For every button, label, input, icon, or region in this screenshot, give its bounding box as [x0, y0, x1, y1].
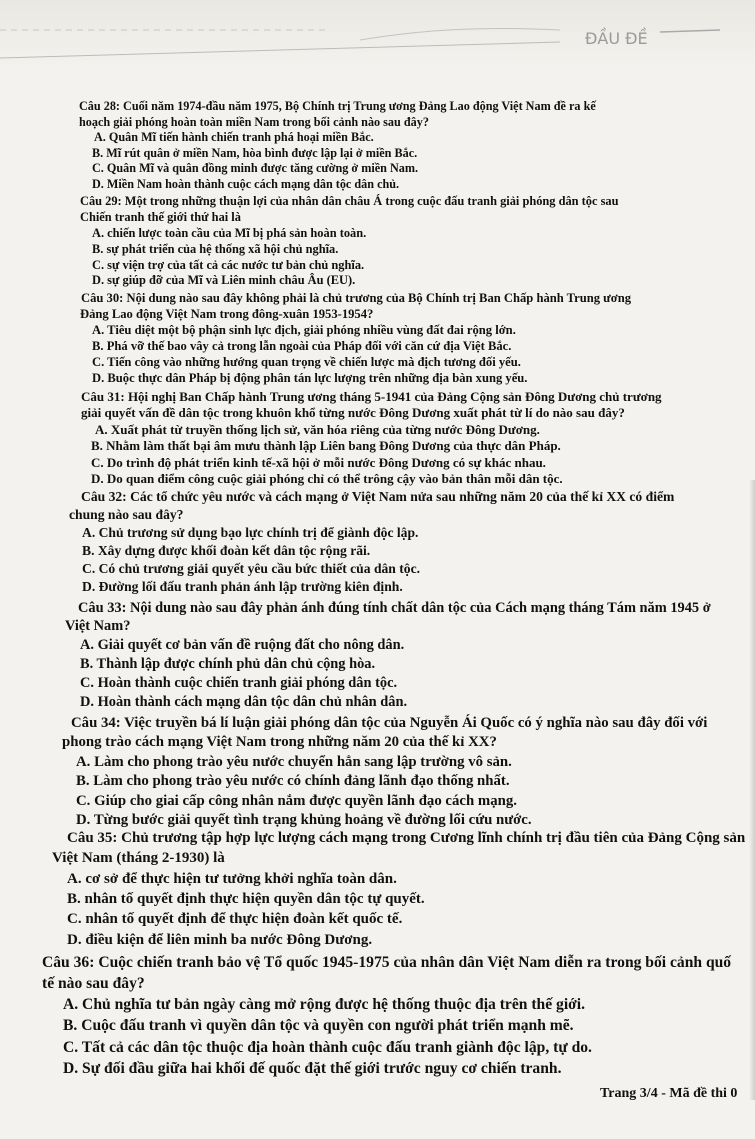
option-c: C. Do trình độ phát triển kinh tế-xã hội ở mỗi nước Đông Dương có sự khác nhau.: [91, 455, 546, 470]
question-stem: Câu 36: Cuộc chiến tranh bảo vệ Tổ quốc 1945-1975 của nhân dân Việt Nam diễn ra trong bối cảnh quố: [42, 954, 732, 971]
option-a: A. Xuất phát từ truyền thống lịch sử, văn hóa riêng của từng nước Đông Dương.: [95, 422, 540, 437]
option-a: A. Chủ nghĩa tư bản ngày càng mở rộng được hệ thống thuộc địa trên thế giới.: [63, 996, 586, 1013]
option-d: D. Sự đối đầu giữa hai khối đế quốc đặt thế giới trước nguy cơ chiến tranh.: [63, 1060, 562, 1077]
option-c: C. sự viện trợ của tất cả các nước tư bản chủ nghĩa.: [92, 258, 365, 272]
option-a: A. cơ sở để thực hiện tư tưởng khởi nghĩa toàn dân.: [67, 871, 397, 887]
option-d: D. Hoàn thành cách mạng dân tộc dân chủ nhân dân.: [80, 694, 408, 710]
option-c: C. Giúp cho giai cấp công nhân nắm được quyền lãnh đạo cách mạng.: [76, 793, 517, 809]
question-stem: hoạch giải phóng hoàn toàn miền Nam trong bối cảnh nào sau đây?: [79, 115, 429, 129]
option-a: A. Giải quyết cơ bản vấn đề ruộng đất cho nông dân.: [80, 637, 405, 653]
option-d: D. Buộc thực dân Pháp bị động phân tán lực lượng trên những địa bàn xung yếu.: [92, 371, 528, 385]
question-stem: tế nào sau đây?: [42, 975, 145, 992]
option-b: B. Nhằm làm thất bại âm mưu thành lập Liên bang Đông Dương của thực dân Pháp.: [91, 438, 561, 453]
option-c: C. Quân Mĩ và quân đồng minh được tăng cường ở miền Nam.: [92, 161, 419, 175]
question-stem: Câu 31: Hội nghị Ban Chấp hành Trung ương tháng 5-1941 của Đảng Cộng sản Đông Dương chủ trương: [81, 389, 662, 404]
option-d: D. Miền Nam hoàn thành cuộc cách mạng dân tộc dân chủ.: [92, 177, 400, 191]
option-a: A. Chủ trương sử dụng bạo lực chính trị để giành độc lập.: [82, 525, 419, 540]
question-stem: Câu 30: Nội dung nào sau đây không phải là chủ trương của Bộ Chính trị Ban Chấp hành Trung ương: [81, 291, 632, 305]
option-c: C. Tất cả các dân tộc thuộc địa hoàn thành cuộc đấu tranh giành độc lập, tự do.: [63, 1039, 592, 1056]
option-a: A. Tiêu diệt một bộ phận sinh lực địch, giải phóng nhiều vùng đất đai rộng lớn.: [92, 323, 516, 337]
option-b: B. sự phát triển của hệ thống xã hội chủ nghĩa.: [92, 242, 339, 256]
option-b: B. nhân tố quyết định thực hiện quyền dân tộc tự quyết.: [67, 891, 425, 907]
question-stem: Câu 29: Một trong những thuận lợi của nhân dân châu Á trong cuộc đấu tranh giải phóng dân tộc sau: [80, 194, 619, 208]
option-c: C. Hoàn thành cuộc chiến tranh giải phóng dân tộc.: [80, 675, 398, 691]
question-stem: Việt Nam?: [65, 618, 131, 634]
option-a: A. Quân Mĩ tiến hành chiến tranh phá hoại miền Bắc.: [94, 130, 374, 144]
question-stem: Đảng Lao động Việt Nam trong đông-xuân 1953-1954?: [80, 307, 374, 321]
option-c: C. Có chủ trương giải quyết yêu cầu bức thiết của dân tộc.: [82, 561, 421, 576]
question-stem: Việt Nam (tháng 2-1930) là: [52, 850, 225, 866]
question-stem: Câu 35: Chủ trương tập hợp lực lượng cách mạng trong Cương lĩnh chính trị đầu tiên của Đảng Cộng sản: [67, 830, 746, 846]
option-c: C. Tiến công vào những hướng quan trọng về chiến lược mà địch tương đối yếu.: [92, 355, 521, 369]
svg-text:ĐẦU ĐỀ: ĐẦU ĐỀ: [585, 29, 648, 48]
option-a: A. Làm cho phong trào yêu nước chuyển hẳn sang lập trường vô sản.: [76, 754, 512, 770]
option-b: B. Mĩ rút quân ở miền Nam, hòa bình được lập lại ở miền Bắc.: [92, 146, 418, 160]
option-c: C. nhân tố quyết định để thực hiện đoàn kết quốc tế.: [67, 911, 403, 927]
question-stem: phong trào cách mạng Việt Nam trong những năm 20 của thế kỉ XX?: [62, 734, 497, 750]
question-stem: giải quyết vấn đề dân tộc trong khuôn khổ từng nước Đông Dương xuất phát từ lí do nào sau đây?: [81, 405, 625, 420]
page-footer: Trang 3/4 - Mã đề thi 0: [600, 1086, 738, 1101]
option-b: B. Làm cho phong trào yêu nước có chính đảng lãnh đạo thống nhất.: [76, 773, 510, 789]
option-a: A. chiến lược toàn cầu của Mĩ bị phá sản hoàn toàn.: [92, 226, 367, 240]
option-d: D. điều kiện để liên minh ba nước Đông Dương.: [67, 932, 373, 948]
option-d: D. sự giúp đỡ của Mĩ và Liên minh châu Âu (EU).: [92, 273, 356, 287]
question-stem: Câu 32: Các tổ chức yêu nước và cách mạng ở Việt Nam nửa sau những năm 20 của thế kỉ XX có điểm: [81, 489, 675, 504]
question-stem: Câu 34: Việc truyền bá lí luận giải phóng dân tộc của Nguyễn Ái Quốc có ý nghĩa nào sau đây đối với: [71, 715, 708, 731]
option-d: D. Do quan điểm công cuộc giải phóng chỉ có thể trông cậy vào bản thân mỗi dân tộc.: [91, 471, 563, 486]
question-stem: Câu 33: Nội dung nào sau đây phản ánh đúng tính chất dân tộc của Cách mạng tháng Tám năm 1945 ở: [78, 600, 711, 616]
question-stem: chung nào sau đây?: [69, 507, 184, 522]
option-b: B. Xây dựng được khối đoàn kết dân tộc rộng rãi.: [82, 543, 371, 558]
option-b: B. Thành lập được chính phủ dân chủ cộng hòa.: [80, 656, 376, 672]
option-d: D. Đường lối đấu tranh phản ánh lập trường kiên định.: [82, 579, 403, 594]
option-b: B. Phá vỡ thế bao vây cả trong lẫn ngoài của Pháp đối với căn cứ địa Việt Bắc.: [92, 339, 512, 353]
option-b: B. Cuộc đấu tranh vì quyền dân tộc và quyền con người phát triển mạnh mẽ.: [63, 1017, 574, 1034]
question-stem: Chiến tranh thế giới thứ hai là: [80, 210, 241, 224]
page-edge-shadow: [749, 480, 755, 1100]
option-d: D. Từng bước giải quyết tình trạng khủng hoảng về đường lối cứu nước.: [76, 812, 532, 828]
question-stem: Câu 28: Cuối năm 1974-đầu năm 1975, Bộ Chính trị Trung ương Đảng Lao động Việt Nam đề ra kế: [79, 99, 596, 113]
